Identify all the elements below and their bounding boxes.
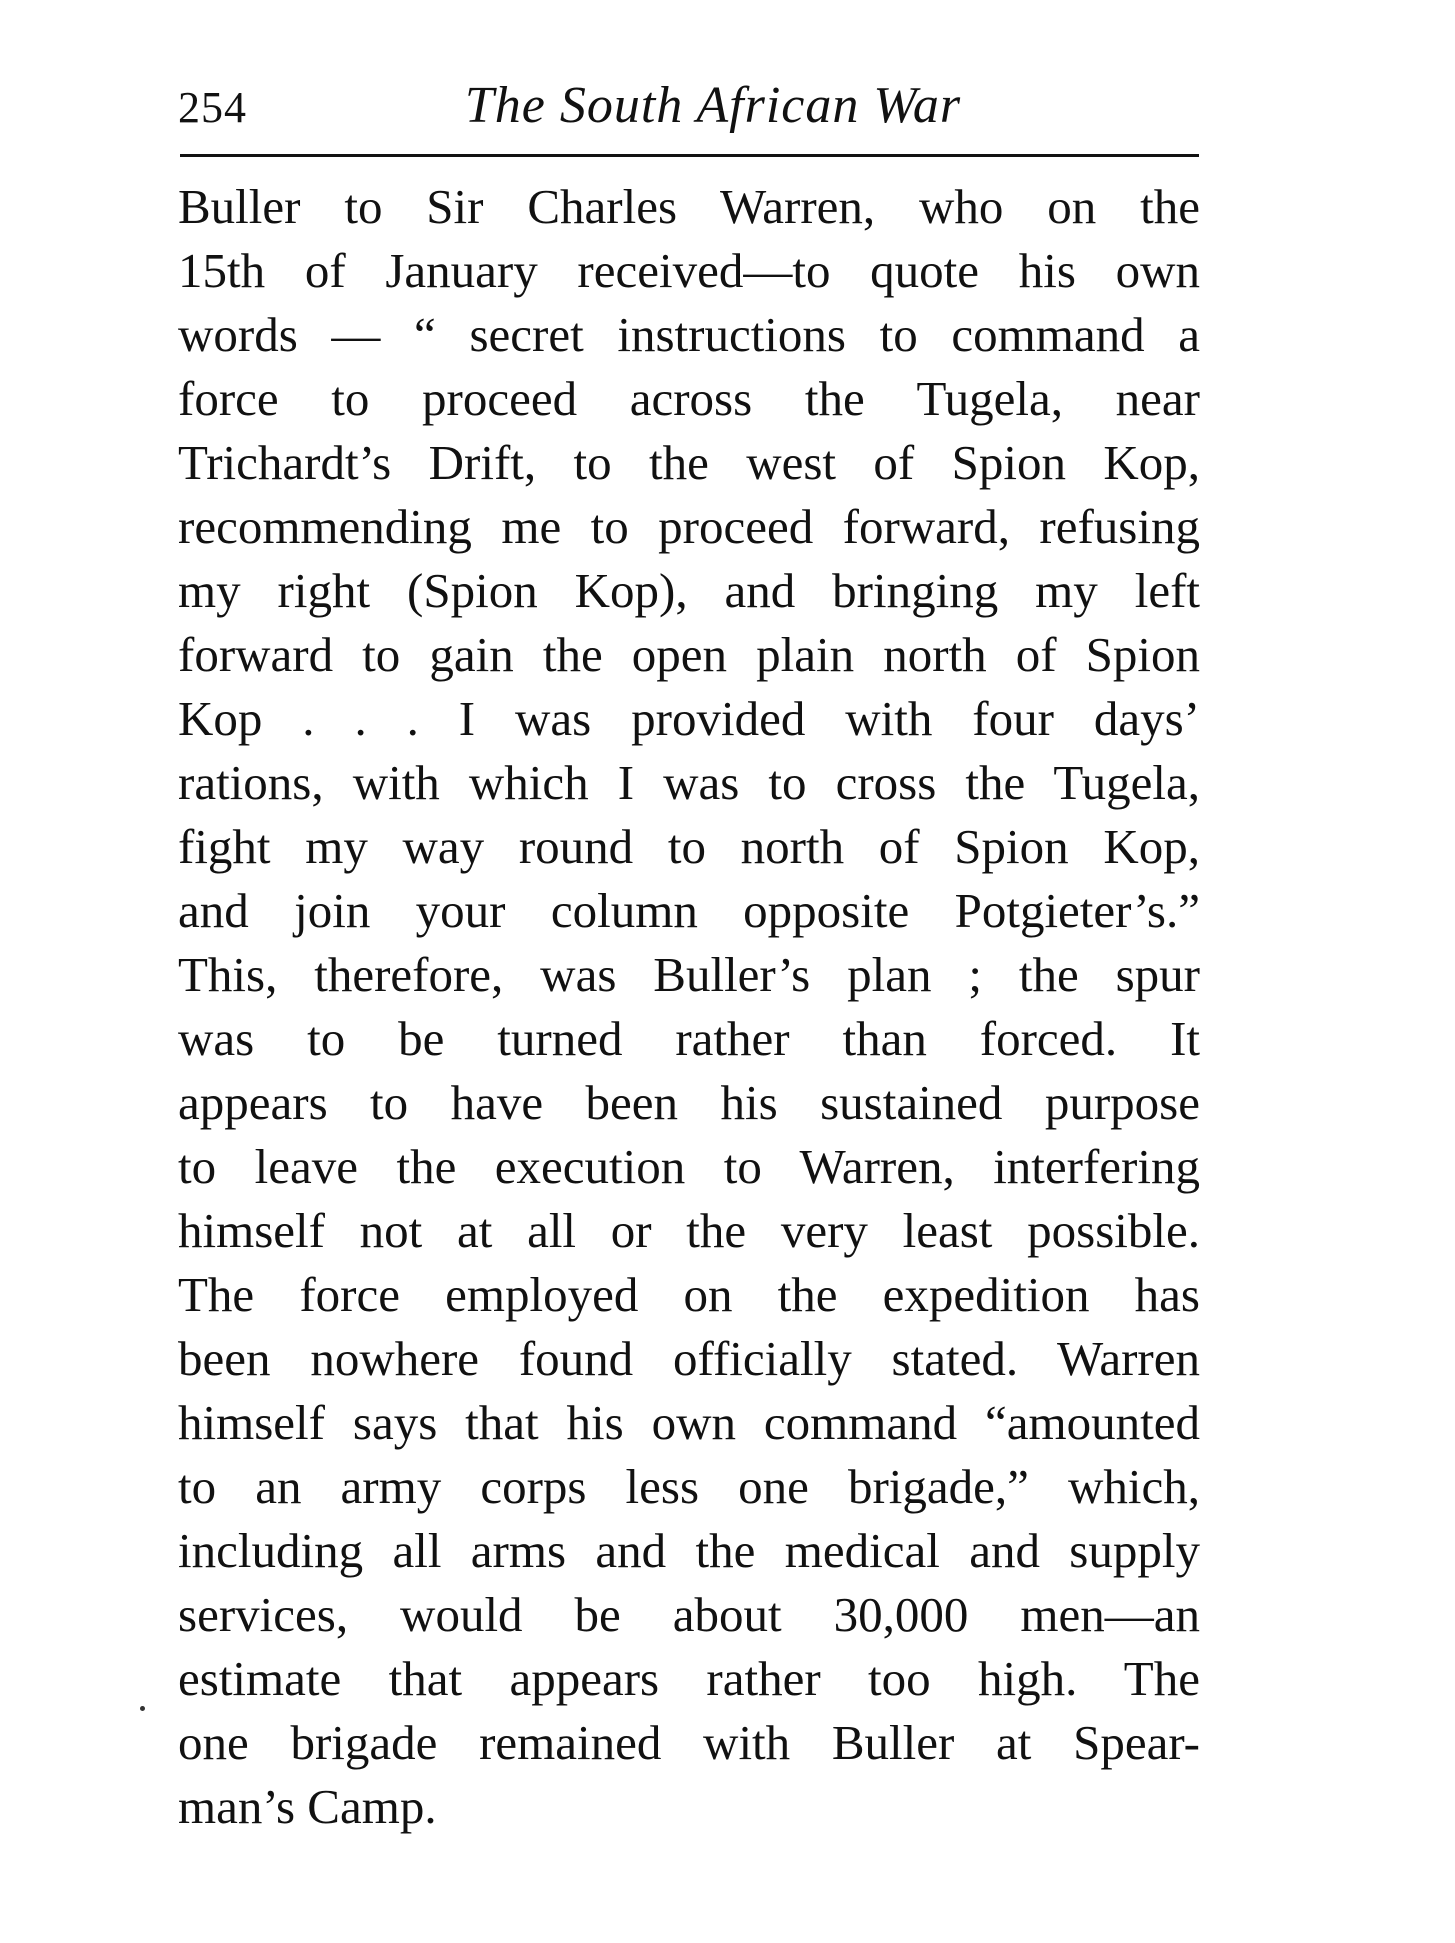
text-line: Buller to Sir Charles Warren, who on the <box>178 179 1200 234</box>
text-line: forward to gain the open plain north of Spion <box>178 627 1200 682</box>
body-text <box>178 175 1200 1839</box>
text-line: appears to have been his sustained purpose <box>178 1075 1200 1130</box>
text-line: Trichardt’s Drift, to the west of Spion Kop, <box>178 435 1200 490</box>
text-line: recommending me to proceed forward, refusing <box>178 499 1200 554</box>
text-line: one brigade remained with Buller at Spear- <box>178 1715 1200 1770</box>
text-line: The force employed on the expedition has <box>178 1267 1200 1322</box>
text-line: been nowhere found officially stated. Warren <box>178 1331 1200 1386</box>
text-line: 15th of January received—to quote his own <box>178 243 1200 298</box>
stray-ink-mark <box>140 1706 145 1711</box>
text-line: Kop . . . I was provided with four days’ <box>178 691 1200 746</box>
text-line: himself says that his own command “amounted <box>178 1395 1200 1450</box>
text-line: to leave the execution to Warren, interfering <box>178 1139 1200 1194</box>
text-line: was to be turned rather than forced. It <box>178 1011 1200 1066</box>
text-line: himself not at all or the very least possible. <box>178 1203 1200 1258</box>
text-line: my right (Spion Kop), and bringing my left <box>178 563 1200 618</box>
page-number: 254 <box>178 83 247 132</box>
book-title: The South African War <box>464 77 962 134</box>
header-rule <box>180 154 1199 157</box>
text-line: words — “ secret instructions to command a <box>178 307 1200 362</box>
text-line: estimate that appears rather too high. The <box>178 1651 1200 1706</box>
text-line: including all arms and the medical and supply <box>178 1523 1200 1578</box>
text-line: to an army corps less one brigade,” which, <box>178 1459 1200 1514</box>
running-head <box>178 72 1198 142</box>
text-line: services, would be about 30,000 men—an <box>178 1587 1200 1642</box>
text-line: fight my way round to north of Spion Kop, <box>178 819 1200 874</box>
text-line: rations, with which I was to cross the Tugela, <box>178 755 1200 810</box>
text-line: and join your column opposite Potgieter’s.” <box>178 883 1200 938</box>
text-line: This, therefore, was Buller’s plan ; the spur <box>178 947 1200 1002</box>
text-line: force to proceed across the Tugela, near <box>178 371 1200 426</box>
text-line: man’s Camp. <box>178 1779 437 1834</box>
